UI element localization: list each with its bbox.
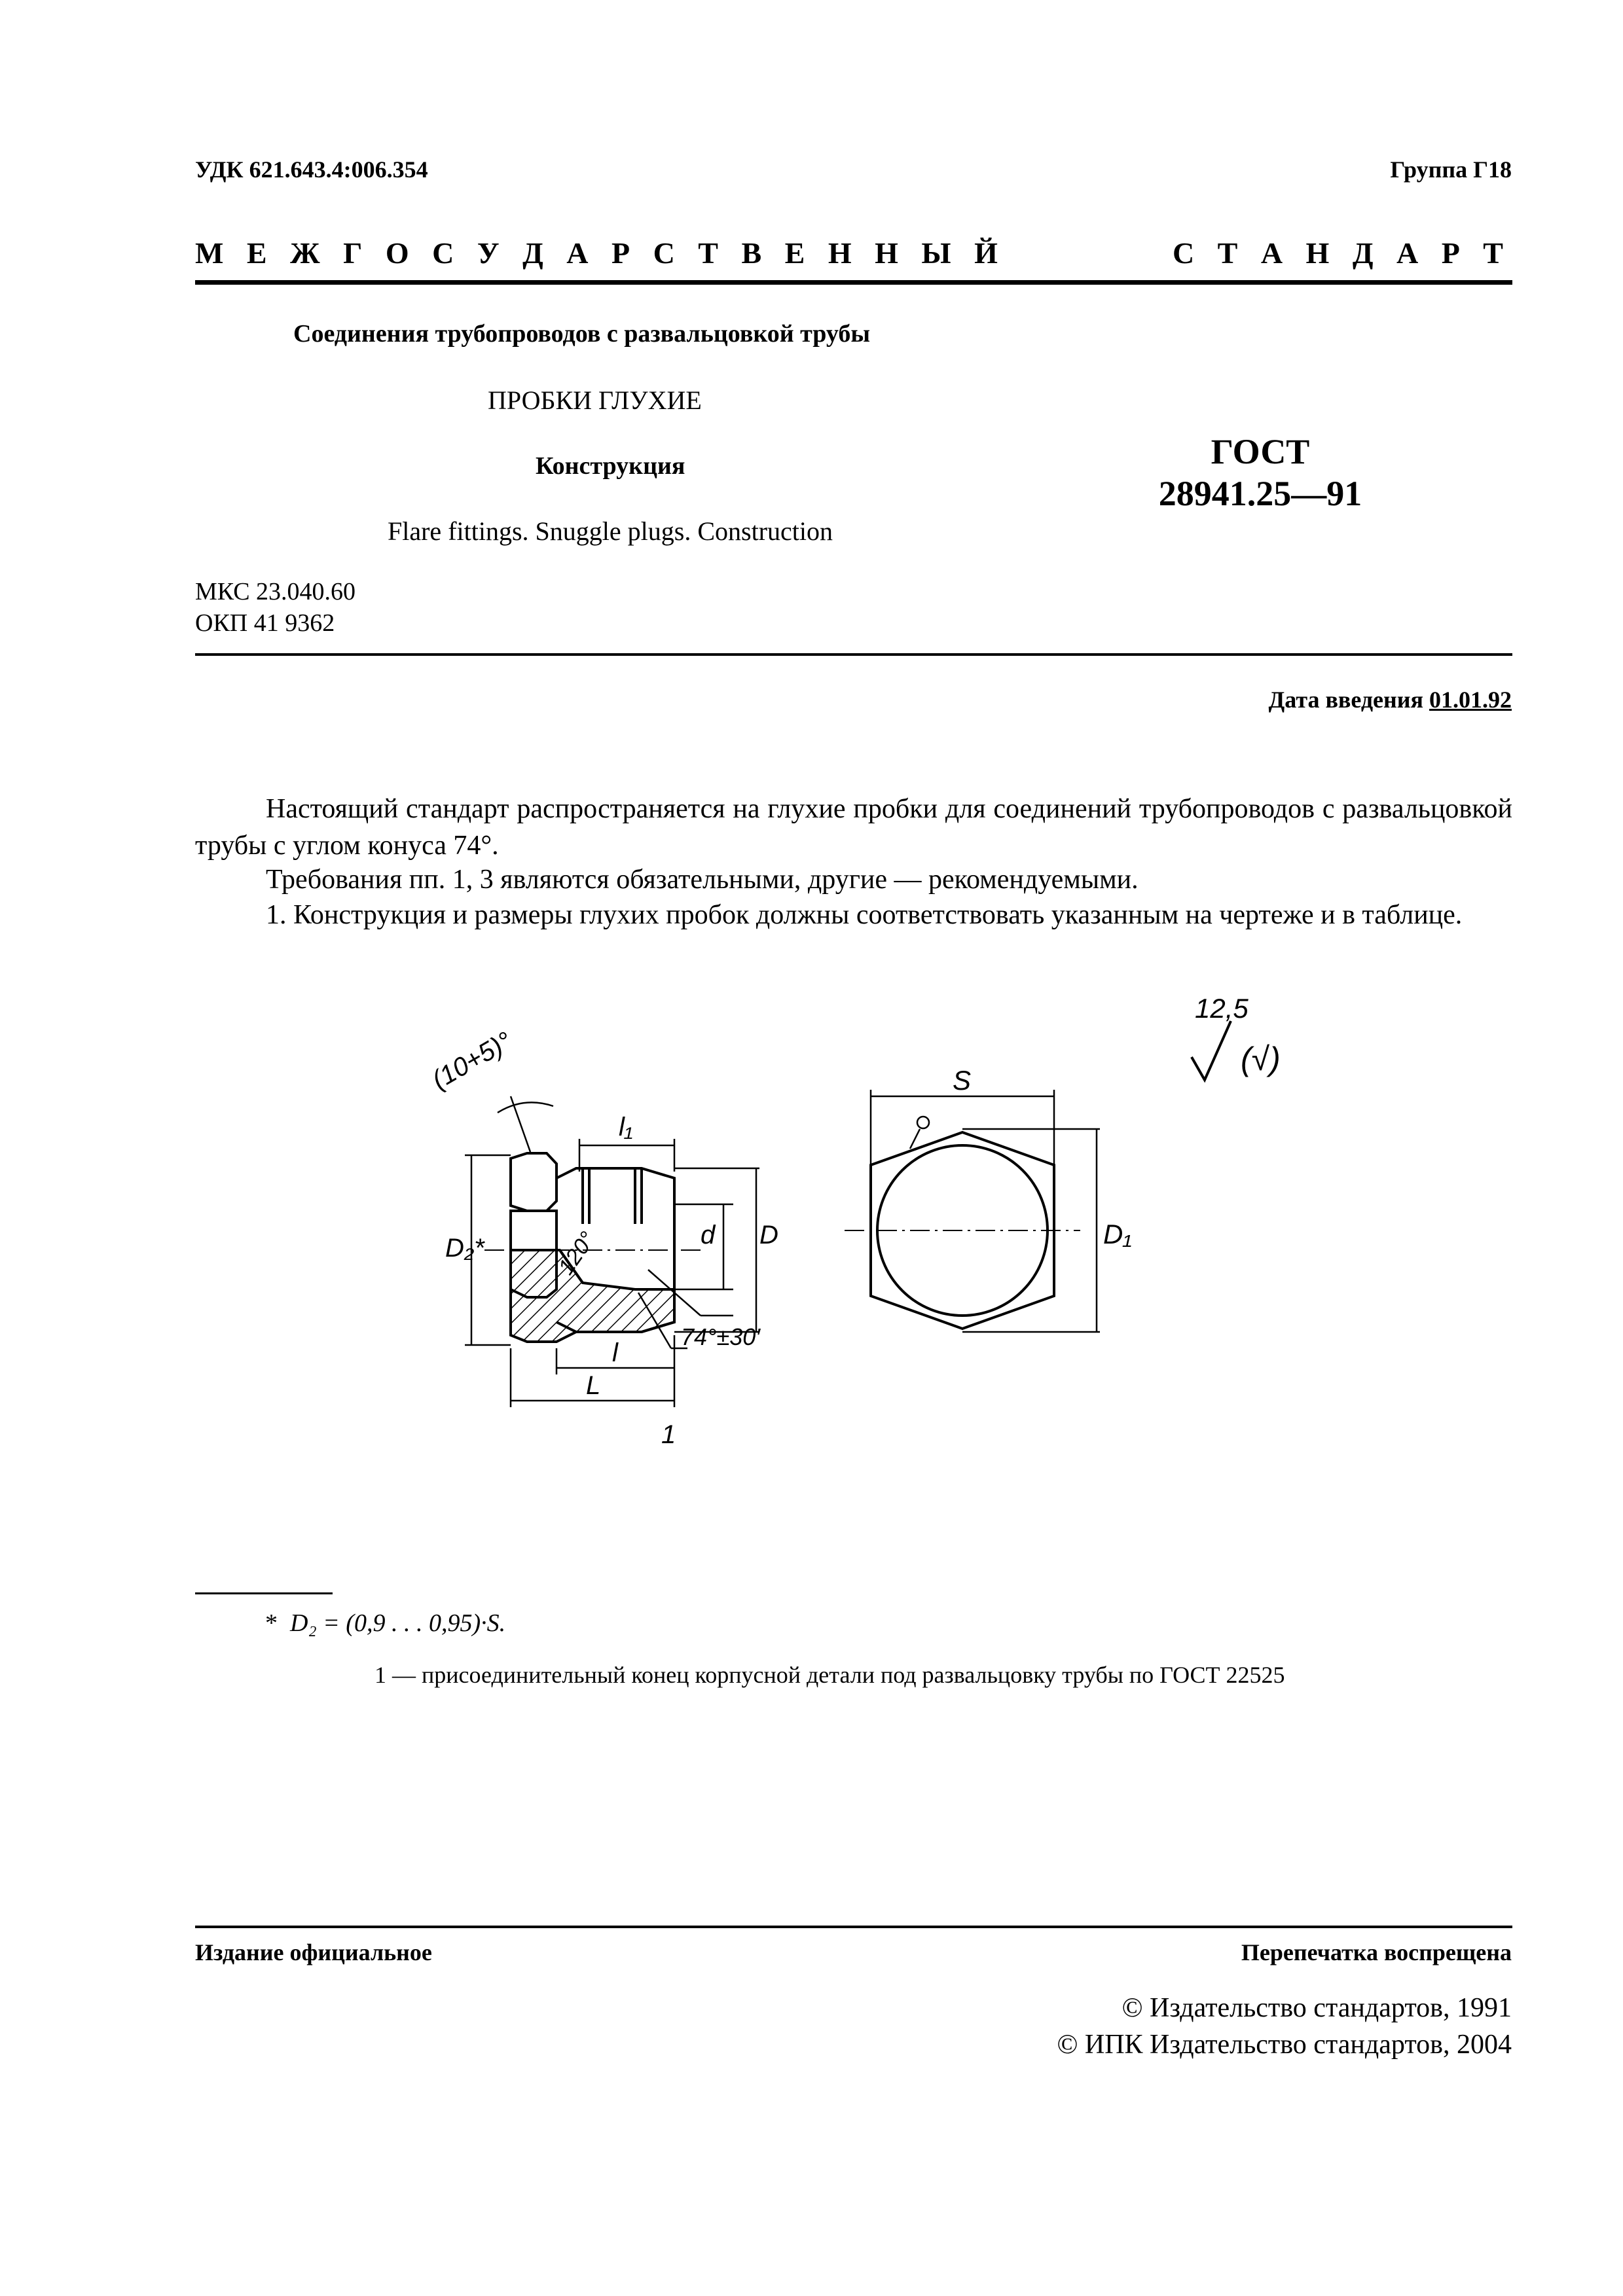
- paragraph-2: Требования пп. 1, 3 являются обязательными, другие — рекомендуемыми.: [266, 865, 1139, 895]
- footer-official: Издание официальное: [195, 1939, 432, 1965]
- title-english: Flare fittings. Snuggle plugs. Construction: [388, 516, 833, 546]
- group-code: Группа Г18: [1390, 156, 1512, 183]
- roughness-paren: (√): [1241, 1041, 1281, 1077]
- paragraph-3: 1. Конструкция и размеры глухих пробок должны соответствовать указанным на чертеже и в таблице.: [266, 900, 1463, 930]
- label-callout-1: 1: [661, 1420, 676, 1449]
- intro-date-label: Дата введения: [1268, 687, 1423, 713]
- side-labels: [428, 1026, 778, 1449]
- label-l1: l₁: [619, 1113, 633, 1141]
- header-rule: [195, 653, 1512, 656]
- footnote-d2: [265, 1609, 505, 1638]
- udk-code: УДК 621.643.4:006.354: [195, 156, 428, 183]
- intro-date: [1269, 686, 1512, 713]
- gost-number: 28941.25—91: [1158, 474, 1362, 513]
- section-hatch: [511, 1250, 674, 1342]
- label-D1: D₁: [1103, 1219, 1132, 1249]
- paragraph-1: Настоящий стандарт распространяется на глухие пробки для соединений трубопроводов с развальцовкой трубы с углом конуса 74°.: [195, 794, 1512, 861]
- title-line-1: Соединения трубопроводов с развальцовкой трубы: [293, 320, 871, 348]
- gost-label: ГОСТ: [1211, 432, 1310, 471]
- standard-banner: [195, 236, 1511, 270]
- end-dimensions: [871, 1090, 1100, 1332]
- intro-date-value: 01.01.92: [1429, 687, 1512, 713]
- roughness-symbol: [1192, 993, 1281, 1080]
- footnote-rule: [195, 1592, 333, 1594]
- copyright-2004: © ИПК Издательство стандартов, 2004: [1057, 2030, 1512, 2060]
- roughness-value: 12,5: [1195, 993, 1249, 1024]
- copyright-1991: © Издательство стандартов, 1991: [1122, 1993, 1512, 2023]
- label-L: L: [586, 1371, 601, 1400]
- mks-code: МКС 23.040.60: [195, 578, 356, 605]
- classification-codes: [195, 576, 356, 639]
- footer-rule: [195, 1926, 1512, 1928]
- banner-word-standard: С Т А Н Д А Р Т: [1172, 236, 1511, 270]
- footnote-formula: D₂ = (0,9 . . . 0,95)·S.: [290, 1609, 506, 1637]
- end-view: [845, 1132, 1080, 1329]
- footnote-star: *: [265, 1609, 278, 1637]
- label-120: 120°: [553, 1227, 600, 1280]
- label-d2: D₂*: [445, 1234, 484, 1263]
- label-74: 74°±30′: [681, 1323, 760, 1350]
- title-line-2: ПРОБКИ ГЛУХИЕ: [488, 386, 702, 415]
- okp-code: ОКП 41 9362: [195, 609, 335, 637]
- hex-head-top: [511, 1153, 556, 1211]
- banner-rule: [195, 280, 1512, 285]
- footnote-note: 1 — присоединительный конец корпусной детали под развальцовку трубы по ГОСТ 22525: [374, 1662, 1285, 1688]
- end-labels: [953, 1065, 1132, 1249]
- label-D: D: [759, 1221, 778, 1249]
- title-line-3: Конструкция: [536, 452, 685, 480]
- gost-block: [1152, 431, 1368, 514]
- label-l: l: [612, 1338, 618, 1367]
- banner-word-interstate: М Е Ж Г О С У Д А Р С Т В Е Н Н Ы Й: [195, 236, 1006, 270]
- copyright-block: [1057, 1990, 1512, 2063]
- footer-reprint: Перепечатка воспрещена: [1241, 1939, 1512, 1965]
- technical-drawing: [393, 982, 1375, 1545]
- label-S: S: [953, 1065, 972, 1096]
- label-d: d: [701, 1221, 716, 1249]
- label-angle-top: (10+5)°: [427, 1026, 517, 1095]
